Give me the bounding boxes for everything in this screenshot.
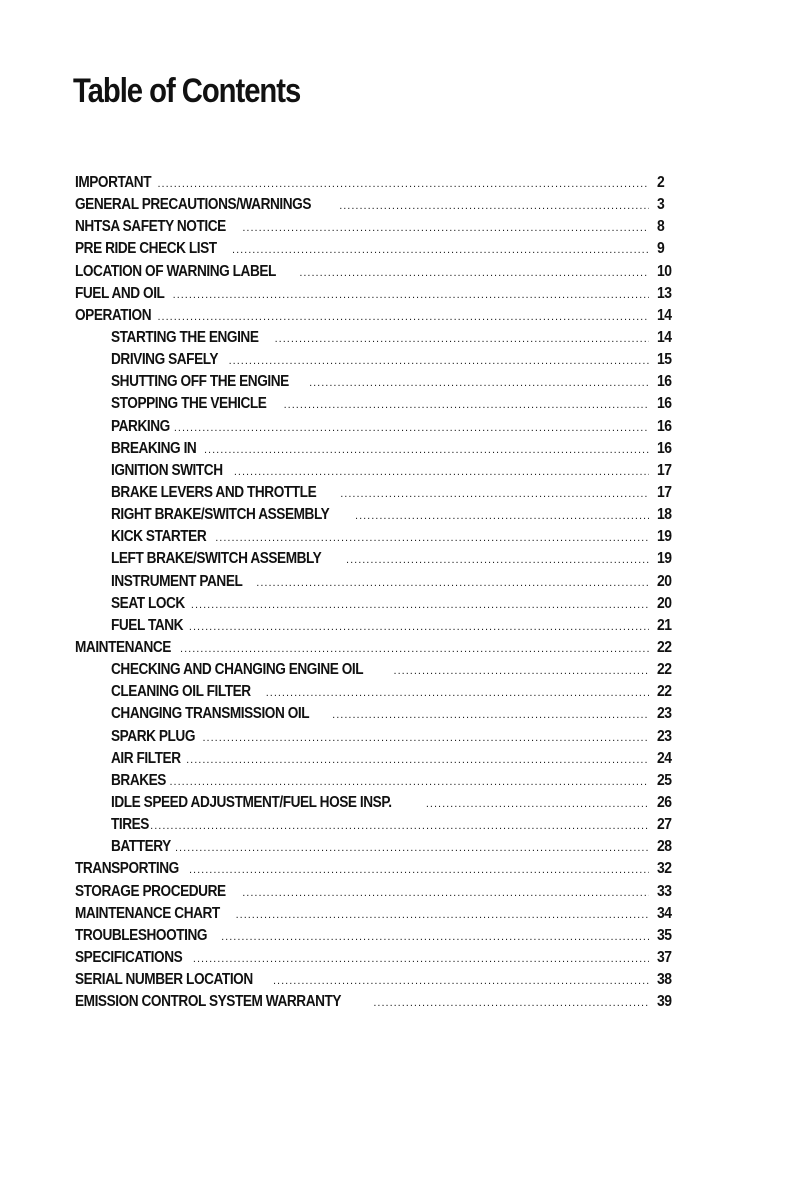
toc-entry-label: SHUTTING OFF THE ENGINE [111, 373, 289, 391]
toc-page-number: 20 [657, 594, 672, 612]
toc-page-number: 24 [657, 749, 672, 767]
dot-leader [373, 992, 649, 1014]
toc-subentry[interactable] [75, 659, 685, 681]
toc-page-number: 13 [657, 284, 672, 302]
dot-leader [175, 837, 649, 859]
toc-subentry[interactable] [75, 748, 685, 770]
dot-leader [202, 727, 649, 749]
toc-subentry[interactable] [75, 681, 685, 703]
toc-entry-label: SPARK PLUG [111, 727, 196, 745]
toc-page-number: 32 [657, 860, 672, 878]
dot-leader [180, 638, 649, 660]
toc-subentry[interactable] [75, 836, 685, 858]
dot-leader [169, 771, 649, 793]
dot-leader [273, 970, 649, 992]
toc-entry[interactable] [75, 969, 685, 991]
toc-subentry[interactable] [75, 792, 685, 814]
toc-page-number: 28 [657, 838, 672, 856]
toc-entry-label: GENERAL PRECAUTIONS/WARNINGS [75, 196, 312, 214]
toc-subentry[interactable] [75, 416, 685, 438]
dot-leader [339, 195, 649, 217]
toc-entry-label: IMPORTANT [75, 174, 152, 191]
toc-subentry[interactable] [75, 460, 685, 482]
dot-leader [266, 682, 649, 704]
toc-entry-label: LOCATION OF WARNING LABEL [75, 262, 276, 280]
dot-leader [299, 262, 649, 284]
toc-page-number: 38 [657, 971, 672, 989]
toc-subentry[interactable] [75, 615, 685, 637]
dot-leader [215, 527, 649, 549]
dot-leader [150, 815, 649, 837]
toc-subentry[interactable] [75, 593, 685, 615]
dot-leader [158, 306, 650, 328]
toc-page-number: 16 [657, 395, 672, 413]
toc-entry-label: CHECKING AND CHANGING ENGINE OIL [111, 661, 364, 679]
toc-subentry[interactable] [75, 504, 685, 526]
toc-entry-label: CLEANING OIL FILTER [111, 683, 251, 701]
toc-entry-label: MAINTENANCE [75, 638, 171, 656]
toc-subentry[interactable] [75, 571, 685, 593]
toc-entry[interactable] [75, 194, 685, 216]
toc-page-number: 18 [657, 506, 672, 524]
toc-subentry[interactable] [75, 393, 685, 415]
toc-entry[interactable] [75, 903, 685, 925]
toc-entry[interactable] [75, 991, 685, 1013]
dot-leader [191, 594, 649, 616]
toc-page-number: 16 [657, 417, 672, 435]
toc-page-number: 2 [657, 174, 665, 191]
toc-page-number: 27 [657, 816, 672, 834]
toc-page-number: 16 [657, 439, 672, 457]
dot-leader [189, 859, 649, 881]
toc-entry[interactable] [75, 261, 685, 283]
toc-entry-label: BATTERY [111, 838, 171, 856]
dot-leader [346, 549, 649, 571]
toc-entry-label: FUEL AND OIL [75, 284, 165, 302]
toc-subentry[interactable] [75, 703, 685, 725]
page-title: Table of Contents [73, 72, 301, 110]
toc-page-number: 23 [657, 705, 672, 723]
toc-entry-label: BRAKES [111, 771, 166, 789]
toc-entry-label: DRIVING SAFELY [111, 351, 219, 369]
toc-page-number: 10 [657, 262, 672, 280]
toc-subentry[interactable] [75, 327, 685, 349]
dot-leader [193, 948, 649, 970]
toc-entry-label: IDLE SPEED ADJUSTMENT/FUEL HOSE INSP. [111, 793, 392, 811]
dot-leader [256, 572, 649, 594]
dot-leader [242, 882, 649, 904]
toc-entry-label: OPERATION [75, 306, 152, 324]
toc-entry-label: PARKING [111, 417, 170, 435]
toc-entry-label: RIGHT BRAKE/SWITCH ASSEMBLY [111, 506, 330, 524]
toc-entry-label: AIR FILTER [111, 749, 181, 767]
toc-page-number: 16 [657, 373, 672, 391]
toc-entry[interactable] [75, 305, 685, 327]
toc-entry[interactable] [75, 216, 685, 238]
toc-entry-label: IGNITION SWITCH [111, 461, 223, 479]
dot-leader [234, 461, 649, 483]
dot-leader [174, 417, 649, 439]
toc-entry-label: TIRES [111, 816, 149, 834]
toc-page-number: 33 [657, 882, 672, 900]
toc-subentry[interactable] [75, 814, 685, 836]
toc-entry-label: EMISSION CONTROL SYSTEM WARRANTY [75, 993, 342, 1011]
toc-page-number: 37 [657, 948, 672, 966]
dot-leader [284, 394, 649, 416]
toc-page-number: 22 [657, 683, 672, 701]
toc-page-number: 17 [657, 461, 672, 479]
toc-entry[interactable] [75, 637, 685, 659]
toc-page-number: 9 [657, 240, 665, 258]
dot-leader [236, 904, 649, 926]
toc-entry-label: FUEL TANK [111, 616, 184, 634]
toc-subentry[interactable] [75, 726, 685, 748]
dot-leader [204, 439, 649, 461]
toc-entry[interactable] [75, 947, 685, 969]
toc-entry-label: SEAT LOCK [111, 594, 185, 612]
toc-page-number: 39 [657, 993, 672, 1011]
toc-subentry[interactable] [75, 482, 685, 504]
dot-leader [426, 793, 649, 815]
dot-leader [394, 660, 649, 682]
toc-entry-label: INSTRUMENT PANEL [111, 572, 243, 590]
toc-page-number: 35 [657, 926, 672, 944]
toc-entry-label: SPECIFICATIONS [75, 948, 183, 966]
toc-page-number: 15 [657, 351, 672, 369]
toc-page-number: 20 [657, 572, 672, 590]
toc-page-number: 19 [657, 550, 672, 568]
toc-page-number: 26 [657, 793, 672, 811]
toc-entry-label: TRANSPORTING [75, 860, 179, 878]
toc-page-number: 3 [657, 196, 665, 214]
toc-entry-label: CHANGING TRANSMISSION OIL [111, 705, 310, 723]
toc-subentry[interactable] [75, 526, 685, 548]
toc-entry[interactable] [75, 881, 685, 903]
toc-subentry[interactable] [75, 548, 685, 570]
toc-page-number: 34 [657, 904, 672, 922]
dot-leader [242, 217, 649, 239]
toc-entry-label: BRAKE LEVERS AND THROTTLE [111, 483, 317, 501]
toc-entry-label: STARTING THE ENGINE [111, 328, 259, 346]
toc-page-number: 14 [657, 328, 672, 346]
toc-page-number: 17 [657, 483, 672, 501]
toc-entry-label: BREAKING IN [111, 439, 197, 457]
dot-leader [189, 616, 649, 638]
dot-leader [221, 926, 649, 948]
toc-page-number: 23 [657, 727, 672, 745]
toc-subentry[interactable] [75, 349, 685, 371]
dot-leader [340, 483, 649, 505]
dot-leader [157, 173, 649, 195]
toc-page-number: 8 [657, 218, 665, 236]
toc-entry[interactable] [75, 172, 685, 194]
toc-entry-label: STORAGE PROCEDURE [75, 882, 226, 900]
toc-entry-label: KICK STARTER [111, 528, 207, 546]
toc-page-number: 21 [657, 616, 672, 634]
dot-leader [186, 749, 649, 771]
toc-entry-label: NHTSA SAFETY NOTICE [75, 218, 226, 236]
toc-page-number: 19 [657, 528, 672, 546]
toc-entry[interactable] [75, 238, 685, 260]
toc-page-number: 25 [657, 771, 672, 789]
table-of-contents [75, 172, 685, 1013]
dot-leader [275, 328, 649, 350]
toc-entry-label: PRE RIDE CHECK LIST [75, 240, 217, 258]
dot-leader [232, 239, 649, 261]
toc-page-number: 14 [657, 306, 672, 324]
toc-page-number: 22 [657, 661, 672, 679]
toc-entry-label: MAINTENANCE CHART [75, 904, 220, 922]
toc-entry-label: SERIAL NUMBER LOCATION [75, 971, 253, 989]
toc-subentry[interactable] [75, 438, 685, 460]
dot-leader [332, 704, 649, 726]
dot-leader [355, 505, 649, 527]
toc-entry-label: STOPPING THE VEHICLE [111, 395, 267, 413]
toc-page-number: 22 [657, 638, 672, 656]
dot-leader [309, 372, 649, 394]
toc-entry-label: TROUBLESHOOTING [75, 926, 208, 944]
toc-entry[interactable] [75, 283, 685, 305]
toc-subentry[interactable] [75, 371, 685, 393]
dot-leader [229, 350, 649, 372]
toc-subentry[interactable] [75, 770, 685, 792]
toc-entry[interactable] [75, 858, 685, 880]
toc-entry-label: LEFT BRAKE/SWITCH ASSEMBLY [111, 550, 322, 568]
dot-leader [173, 284, 649, 306]
toc-entry[interactable] [75, 925, 685, 947]
